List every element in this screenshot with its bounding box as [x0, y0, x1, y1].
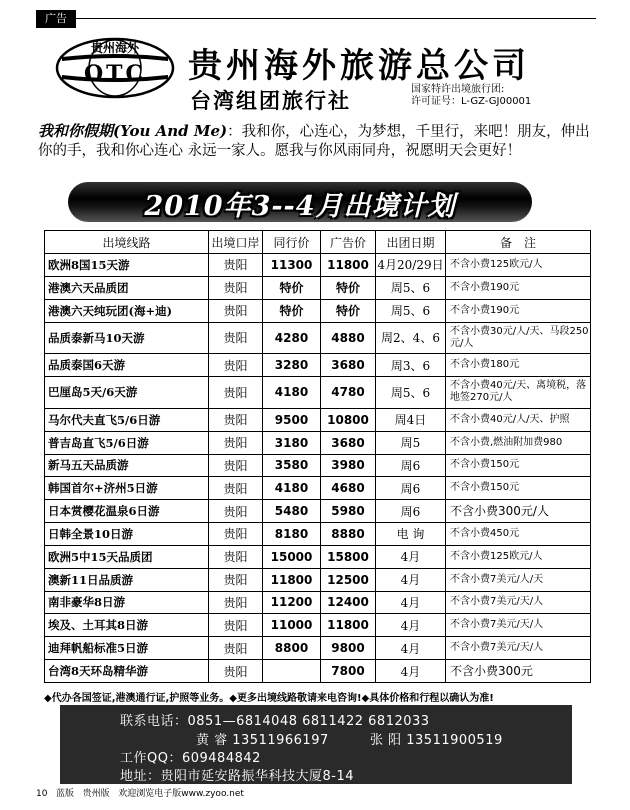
peer-price-cell [263, 660, 321, 683]
peer-price-cell: 15000 [263, 545, 321, 568]
port-cell: 贵阳 [209, 431, 263, 454]
port-cell: 贵阳 [209, 377, 263, 409]
peer-price-cell: 3580 [263, 454, 321, 477]
slogan-lead: 我和你假期(You And Me) [38, 122, 228, 140]
port-cell: 贵阳 [209, 299, 263, 322]
tour-row [45, 523, 591, 546]
peer-price-cell: 4280 [263, 322, 321, 354]
header-route: 出境线路 [45, 231, 209, 254]
contact-person-1: 黄 睿 13511966197 [196, 733, 329, 748]
tour-row [45, 500, 591, 523]
footnote: ◆代办各国签证,港澳通行证,护照等业务。◆更多出境线路敬请来电咨询!◆具体价格和行程以确认为准! [44, 693, 494, 704]
note-cell: 不含小费450元 [446, 523, 591, 546]
site-url: 欢迎浏览电子版www.zyoo.net [118, 789, 244, 799]
edition: 蓝版 [56, 789, 75, 799]
note-cell: 不含小费7美元/人/天 [446, 568, 591, 591]
slogan [38, 122, 594, 161]
date-cell: 4月 [376, 614, 446, 637]
port-cell: 贵阳 [209, 477, 263, 500]
header-note: 备 注 [446, 231, 591, 254]
tour-row [45, 431, 591, 454]
date-cell: 周5、6 [376, 299, 446, 322]
route-cell: 港澳六天品质团 [45, 276, 209, 299]
ad-price-cell: 10800 [321, 408, 376, 431]
note-cell: 不含小费30元/人/天、马段250元/人 [446, 322, 591, 354]
note-cell: 不含小费300元/人 [446, 500, 591, 523]
logo-mark-text: OTC [83, 61, 147, 87]
peer-price-cell: 特价 [263, 276, 321, 299]
tour-row [45, 660, 591, 683]
peer-price-cell: 3180 [263, 431, 321, 454]
route-cell: 澳新11日品质游 [45, 568, 209, 591]
route-cell: 台湾8天环岛精华游 [45, 660, 209, 683]
date-cell: 4月 [376, 660, 446, 683]
tour-row [45, 299, 591, 322]
license-line-1: 国家特许出境旅行团: [411, 84, 505, 95]
license-line-2: 许可证号：L-GZ-GJ00001 [411, 96, 532, 107]
peer-price-cell: 4180 [263, 377, 321, 409]
route-cell: 南非豪华8日游 [45, 591, 209, 614]
note-cell: 不含小费,燃油附加费980 [446, 431, 591, 454]
date-cell: 周6 [376, 454, 446, 477]
note-cell: 不含小费7美元/天/人 [446, 614, 591, 637]
tour-row [45, 322, 591, 354]
table-header-row [45, 231, 591, 254]
tour-row [45, 591, 591, 614]
note-cell: 不含小费7美元/天/人 [446, 591, 591, 614]
peer-price-cell: 11800 [263, 568, 321, 591]
banner-title: 2010年3--4月出境计划 [144, 191, 456, 222]
port-cell: 贵阳 [209, 545, 263, 568]
route-cell: 巴厘岛5天/6天游 [45, 377, 209, 409]
date-cell: 4月 [376, 545, 446, 568]
tour-row [45, 408, 591, 431]
port-cell: 贵阳 [209, 322, 263, 354]
phone-numbers: 0851—6814048 6811422 6812033 [187, 714, 430, 729]
tour-row [45, 254, 591, 277]
ad-price-cell: 3680 [321, 354, 376, 377]
tour-row [45, 454, 591, 477]
tour-row [45, 637, 591, 660]
date-cell: 周5、6 [376, 276, 446, 299]
date-cell: 周3、6 [376, 354, 446, 377]
section: 贵州版 [82, 789, 110, 799]
note-cell: 不含小费125欧元/人 [446, 254, 591, 277]
phone-line [120, 710, 430, 729]
ad-price-cell: 特价 [321, 299, 376, 322]
ad-price-cell: 9800 [321, 637, 376, 660]
company-name: 贵州海外旅游总公司 [188, 46, 530, 86]
date-cell: 周4日 [376, 408, 446, 431]
ad-price-cell: 5980 [321, 500, 376, 523]
peer-price-cell: 特价 [263, 299, 321, 322]
date-cell: 4月 [376, 591, 446, 614]
tour-row [45, 614, 591, 637]
tour-row [45, 354, 591, 377]
note-cell: 不含小费180元 [446, 354, 591, 377]
route-cell: 韩国首尔+济州5日游 [45, 477, 209, 500]
ad-price-cell: 4780 [321, 377, 376, 409]
tour-row [45, 276, 591, 299]
slogan-body: ：我和你，心连心，为梦想，千里行，来吧！朋友，伸出你的手，我和你心连心 永远一家人。愿我与你风雨同舟，祝愿明天会更好！ [38, 124, 590, 159]
note-cell: 不含小费300元 [446, 660, 591, 683]
peer-price-cell: 8180 [263, 523, 321, 546]
peer-price-cell: 11000 [263, 614, 321, 637]
note-cell: 不含小费125欧元/人 [446, 545, 591, 568]
peer-price-cell: 3280 [263, 354, 321, 377]
tour-row [45, 477, 591, 500]
route-cell: 港澳六天纯玩团(海+迪) [45, 299, 209, 322]
date-cell: 电 询 [376, 523, 446, 546]
note-cell: 不含小费190元 [446, 299, 591, 322]
ad-price-cell: 4680 [321, 477, 376, 500]
port-cell: 贵阳 [209, 500, 263, 523]
note-cell: 不含小费7美元/天/人 [446, 637, 591, 660]
port-cell: 贵阳 [209, 591, 263, 614]
peer-price-cell: 11200 [263, 591, 321, 614]
address-line: 地址：贵阳市延安路振华科技大厦8-14 [120, 769, 355, 784]
ad-price-cell: 7800 [321, 660, 376, 683]
note-cell: 不含小费190元 [446, 276, 591, 299]
note-cell: 不含小费40元/人/天、护照 [446, 408, 591, 431]
contact-person-2: 张 阳 13511900519 [370, 733, 503, 748]
qq-line: 工作QQ：609484842 [120, 751, 261, 766]
note-cell: 不含小费40元/天、离境税，落地签270元/人 [446, 377, 591, 409]
page-footer [36, 786, 244, 799]
port-cell: 贵阳 [209, 354, 263, 377]
ad-price-cell: 8880 [321, 523, 376, 546]
tour-table-body [45, 254, 591, 683]
otc-logo [54, 37, 177, 100]
header-date: 出团日期 [376, 231, 446, 254]
header-ad-price: 广告价 [321, 231, 376, 254]
port-cell: 贵阳 [209, 568, 263, 591]
top-divider [76, 18, 596, 19]
ad-price-cell: 4880 [321, 322, 376, 354]
license-info [411, 84, 531, 108]
port-cell: 贵阳 [209, 637, 263, 660]
peer-price-cell: 5480 [263, 500, 321, 523]
plan-banner [68, 182, 532, 222]
port-cell: 贵阳 [209, 660, 263, 683]
route-cell: 迪拜帆船标准5日游 [45, 637, 209, 660]
logo-top-text: 贵州海外 [90, 41, 140, 55]
date-cell: 周5 [376, 431, 446, 454]
port-cell: 贵阳 [209, 408, 263, 431]
port-cell: 贵阳 [209, 276, 263, 299]
route-cell: 日本赏樱花温泉6日游 [45, 500, 209, 523]
page-number: 10 [36, 789, 48, 799]
ad-price-cell: 12400 [321, 591, 376, 614]
tour-row [45, 545, 591, 568]
note-cell: 不含小费150元 [446, 454, 591, 477]
peer-price-cell: 9500 [263, 408, 321, 431]
date-cell: 4月20/29日 [376, 254, 446, 277]
tour-table [44, 230, 591, 683]
ad-price-cell: 15800 [321, 545, 376, 568]
peer-price-cell: 4180 [263, 477, 321, 500]
route-cell: 普吉岛直飞5/6日游 [45, 431, 209, 454]
company-subtitle: 台湾组团旅行社 [190, 88, 351, 113]
route-cell: 马尔代夫直飞5/6日游 [45, 408, 209, 431]
peer-price-cell: 8800 [263, 637, 321, 660]
tour-row [45, 377, 591, 409]
route-cell: 埃及、土耳其8日游 [45, 614, 209, 637]
port-cell: 贵阳 [209, 614, 263, 637]
ad-price-cell: 11800 [321, 254, 376, 277]
note-cell: 不含小费150元 [446, 477, 591, 500]
ad-price-cell: 11800 [321, 614, 376, 637]
date-cell: 4月 [376, 637, 446, 660]
date-cell: 周6 [376, 477, 446, 500]
contact-box [60, 705, 572, 784]
route-cell: 欧洲8国15天游 [45, 254, 209, 277]
peer-price-cell: 11300 [263, 254, 321, 277]
tour-row [45, 568, 591, 591]
route-cell: 品质泰新马10天游 [45, 322, 209, 354]
route-cell: 品质泰国6天游 [45, 354, 209, 377]
port-cell: 贵阳 [209, 523, 263, 546]
ad-label: 广告 [36, 10, 76, 28]
ad-price-cell: 特价 [321, 276, 376, 299]
ad-price-cell: 3680 [321, 431, 376, 454]
ad-price-cell: 12500 [321, 568, 376, 591]
phone-label: 联系电话： [120, 714, 188, 729]
route-cell: 欧洲5中15天品质团 [45, 545, 209, 568]
date-cell: 4月 [376, 568, 446, 591]
date-cell: 周6 [376, 500, 446, 523]
date-cell: 周5、6 [376, 377, 446, 409]
route-cell: 日韩全景10日游 [45, 523, 209, 546]
route-cell: 新马五天品质游 [45, 454, 209, 477]
port-cell: 贵阳 [209, 254, 263, 277]
header-peer-price: 同行价 [263, 231, 321, 254]
port-cell: 贵阳 [209, 454, 263, 477]
header-port: 出境口岸 [209, 231, 263, 254]
date-cell: 周2、4、6 [376, 322, 446, 354]
ad-price-cell: 3980 [321, 454, 376, 477]
